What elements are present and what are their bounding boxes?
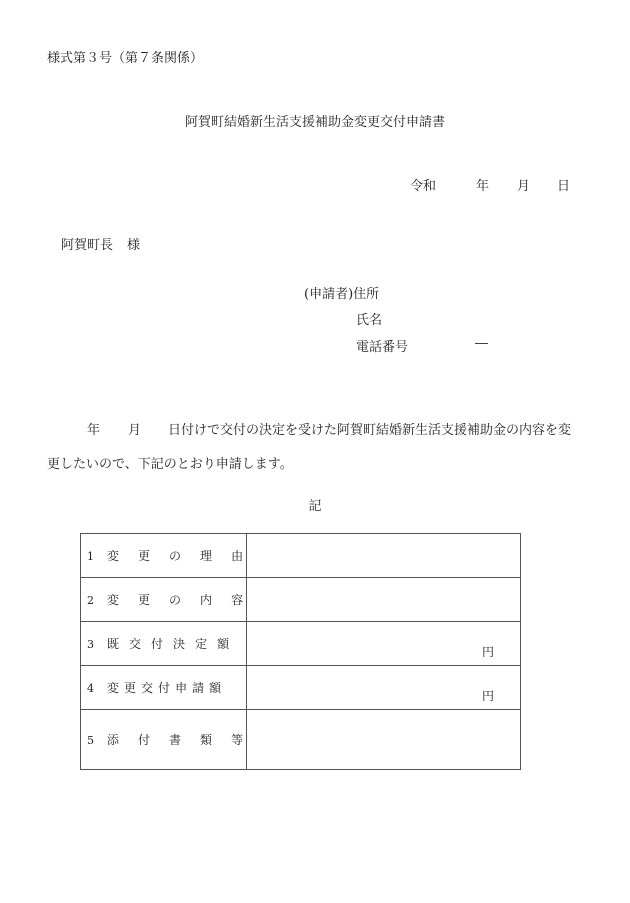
items-table: [80, 533, 521, 770]
item-label-char: 額: [209, 681, 222, 695]
table-row: [81, 578, 521, 622]
item-label-char: の: [169, 593, 182, 607]
item-label-cell: [81, 710, 247, 770]
date-month-label: 月: [517, 179, 531, 194]
addressee-name: 阿賀町長: [61, 238, 114, 253]
item-label-char: 更: [124, 681, 137, 695]
applicant-phone-label: 電話番号: [356, 340, 409, 355]
applicant-name-label: 氏名: [356, 313, 383, 328]
addressee: [61, 234, 140, 253]
item-label-char: 既: [107, 637, 120, 651]
item-number: 4: [87, 682, 94, 695]
item-label-cell: [81, 622, 247, 666]
form-number: 様式第３号（第７条関係）: [47, 51, 204, 66]
date-era: 令和: [410, 179, 437, 194]
item-label-cell: [81, 534, 247, 578]
item-value-field[interactable]: [247, 622, 521, 666]
item-label-char: 変: [107, 549, 120, 563]
item-label-char: 等: [231, 733, 244, 747]
item-number: 1: [87, 550, 94, 563]
addressee-honorific: 様: [127, 238, 141, 253]
ki-heading: 記: [308, 499, 322, 514]
item-label-char: 付: [151, 637, 164, 651]
item-label-char: 付: [138, 733, 151, 747]
item-label-char: 定: [195, 637, 208, 651]
item-label: [101, 591, 243, 608]
item-label-char: 更: [138, 593, 151, 607]
item-label-char: 変: [107, 681, 120, 695]
date-day-label: 日: [557, 179, 571, 194]
item-label-char: 付: [158, 681, 171, 695]
table-row: [81, 666, 521, 710]
item-label-char: 変: [107, 593, 120, 607]
item-label-char: 交: [141, 681, 154, 695]
item-label-char: 添: [107, 733, 120, 747]
item-label: [101, 731, 243, 748]
item-number: 3: [87, 638, 94, 651]
item-label-cell: [81, 578, 247, 622]
yen-unit: 円: [481, 689, 494, 703]
item-value-field[interactable]: [247, 666, 521, 710]
applicant-address-label: (申請者)住所: [304, 287, 380, 302]
yen-unit: 円: [481, 645, 494, 659]
item-label-cell: [81, 666, 247, 710]
item-label: [101, 679, 221, 696]
item-label-char: 額: [217, 637, 230, 651]
item-label: [101, 635, 229, 652]
item-value-field[interactable]: [247, 578, 521, 622]
table-row: [81, 622, 521, 666]
item-label-char: 書: [169, 733, 182, 747]
body-line1-text: 日付けで交付の決定を受けた阿賀町結婚新生活支援補助金の内容を変: [168, 423, 572, 438]
item-label-char: 由: [231, 549, 244, 563]
item-value-field[interactable]: [247, 710, 521, 770]
item-label-char: の: [169, 549, 182, 563]
item-value-field[interactable]: [247, 534, 521, 578]
table-row: [81, 534, 521, 578]
document-title: 阿賀町結婚新生活支援補助金変更交付申請書: [184, 115, 445, 130]
item-label-char: 請: [192, 681, 205, 695]
phone-separator: ―: [475, 336, 488, 351]
item-label-char: 交: [129, 637, 142, 651]
item-label-char: 申: [175, 681, 188, 695]
item-label-char: 理: [200, 549, 213, 563]
item-label: [101, 547, 243, 564]
item-label-char: 更: [138, 549, 151, 563]
item-label-char: 決: [173, 637, 186, 651]
item-label-char: 容: [231, 593, 244, 607]
item-number: 5: [87, 734, 94, 747]
table-row: [81, 710, 521, 770]
body-line2-text: 更したいので、下記のとおり申請します。: [47, 457, 293, 472]
body-month-label: 月: [128, 423, 142, 438]
item-label-char: 類: [200, 733, 213, 747]
item-number: 2: [87, 594, 94, 607]
date-year-label: 年: [476, 179, 490, 194]
body-year-label: 年: [87, 423, 101, 438]
item-label-char: 内: [200, 593, 213, 607]
